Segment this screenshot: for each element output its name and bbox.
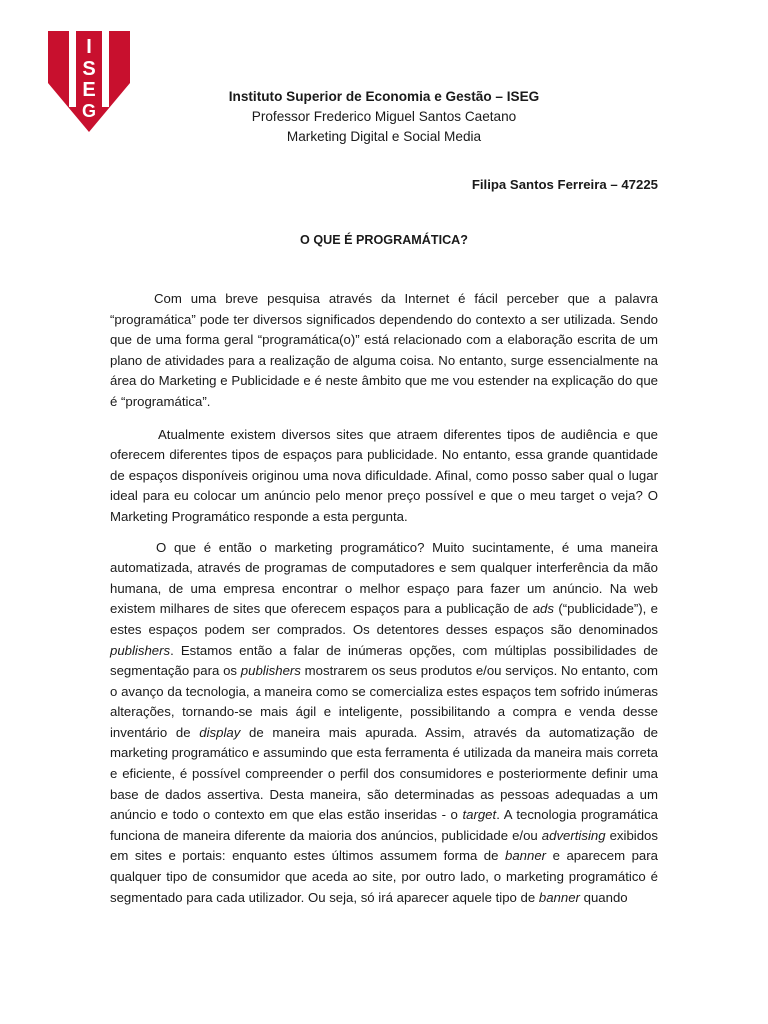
text-run: de maneira mais apurada. Assim, através da automatização de marketing programático e assumindo que esta ferramenta é utilizada da maneira mais correta e eficiente, é possível compreender o perfil dos consumidores e posteriormente definir uma base de dados assertiva. Desta maneira, são determinadas as pessoas adequadas a um anúncio e todo o contexto em que elas estão inseridas - o (110, 724, 658, 823)
document-title: O QUE É PROGRAMÁTICA? (300, 233, 468, 247)
italic-term: banner (505, 848, 547, 864)
professor-name: Professor Frederico Miguel Santos Caetano (251, 109, 517, 124)
italic-term: publishers (240, 663, 301, 679)
text-run: Com uma breve pesquisa através da Internet é fácil perceber que a palavra “programática” pode ter diversos significados dependendo do contexto a ser utilizada. Sendo que de uma forma geral “programática(o)” está relacionado com a elaboração escrita de um plano de atividades para a realização de alguma coisa. No entanto, surge essencialmente na área do Marketing e Publicidade e é neste âmbito que me vou estender na explicação do que é “programática”. (110, 291, 658, 409)
text-run: O que é então o marketing programático? Muito sucintamente, é uma maneira automatizada, através de programas de computadores e sem qualquer interferência da mão humana, de uma empresa encontrar o melhor espaço para fazer um anúncio. Na web existem milhares de sites que oferecem espaços para a publicação de (110, 539, 658, 617)
italic-term: display (199, 724, 241, 740)
logo-stripe-left (69, 31, 76, 107)
logo-stripe-right (102, 31, 109, 107)
italic-term: target (462, 807, 497, 823)
text-run: Atualmente existem diversos sites que atraem diferentes tipos de audiência e que oferecem diferentes tipos de espaços para publicidade. No entanto, essa grande quantidade de espaços disponíveis originou uma nova dificuldade. Afinal, como posso saber qual o lugar ideal para eu colocar um anúncio pelo menor preço possível e que o meu target o veja? O Marketing Programático responde a esta pergunta. (110, 426, 658, 524)
paragraph (110, 425, 658, 528)
italic-term: banner (538, 889, 580, 905)
italic-term: publishers (110, 642, 171, 658)
logo-letter-e: E (82, 79, 96, 101)
course-name: Marketing Digital e Social Media (286, 129, 482, 144)
text-run: quando (579, 889, 628, 905)
author-line: Filipa Santos Ferreira – 47225 (471, 177, 658, 192)
text-run: exibidos em sites e portais: enquanto estes últimos assumem forma de (110, 827, 658, 864)
logo-letter-s: S (82, 58, 96, 80)
logo-letter-g: G (81, 101, 97, 121)
text-run: (“publicidade”), e estes espaços podem ser comprados. Os detentores desses espaços são denominados (110, 601, 658, 637)
text-run: . A tecnologia programática funciona de maneira diferente da maioria dos anúncios, publicidade e/ou (110, 807, 658, 843)
italic-term: advertising (541, 827, 606, 843)
text-run: e aparecem para qualquer tipo de consumidor que aceda ao site, por outro lado, o marketing programático é segmentado para cada utilizador. Ou seja, só irá aparecer aquele tipo de (110, 848, 658, 905)
italic-term: ads (532, 601, 554, 617)
document-body (110, 289, 658, 918)
logo-letter-i: I (86, 36, 92, 58)
document-header (110, 87, 658, 147)
institution-name: Instituto Superior de Economia e Gestão – ISEG (228, 89, 540, 104)
text-run: mostrarem os seus produtos e/ou serviços. No entanto, com o avanço da tecnologia, a maneira como se comercializa estes espaços tem sofrido inúmeras alterações, tornando-se mais ágil e inteligente, possibilitando a compra e venda desse inventário de (110, 663, 658, 740)
paragraph (110, 538, 658, 909)
paragraph (110, 289, 658, 413)
text-run: . Estamos então a falar de inúmeras opções, com múltiplas possibilidades de segmentação para os (110, 642, 658, 679)
